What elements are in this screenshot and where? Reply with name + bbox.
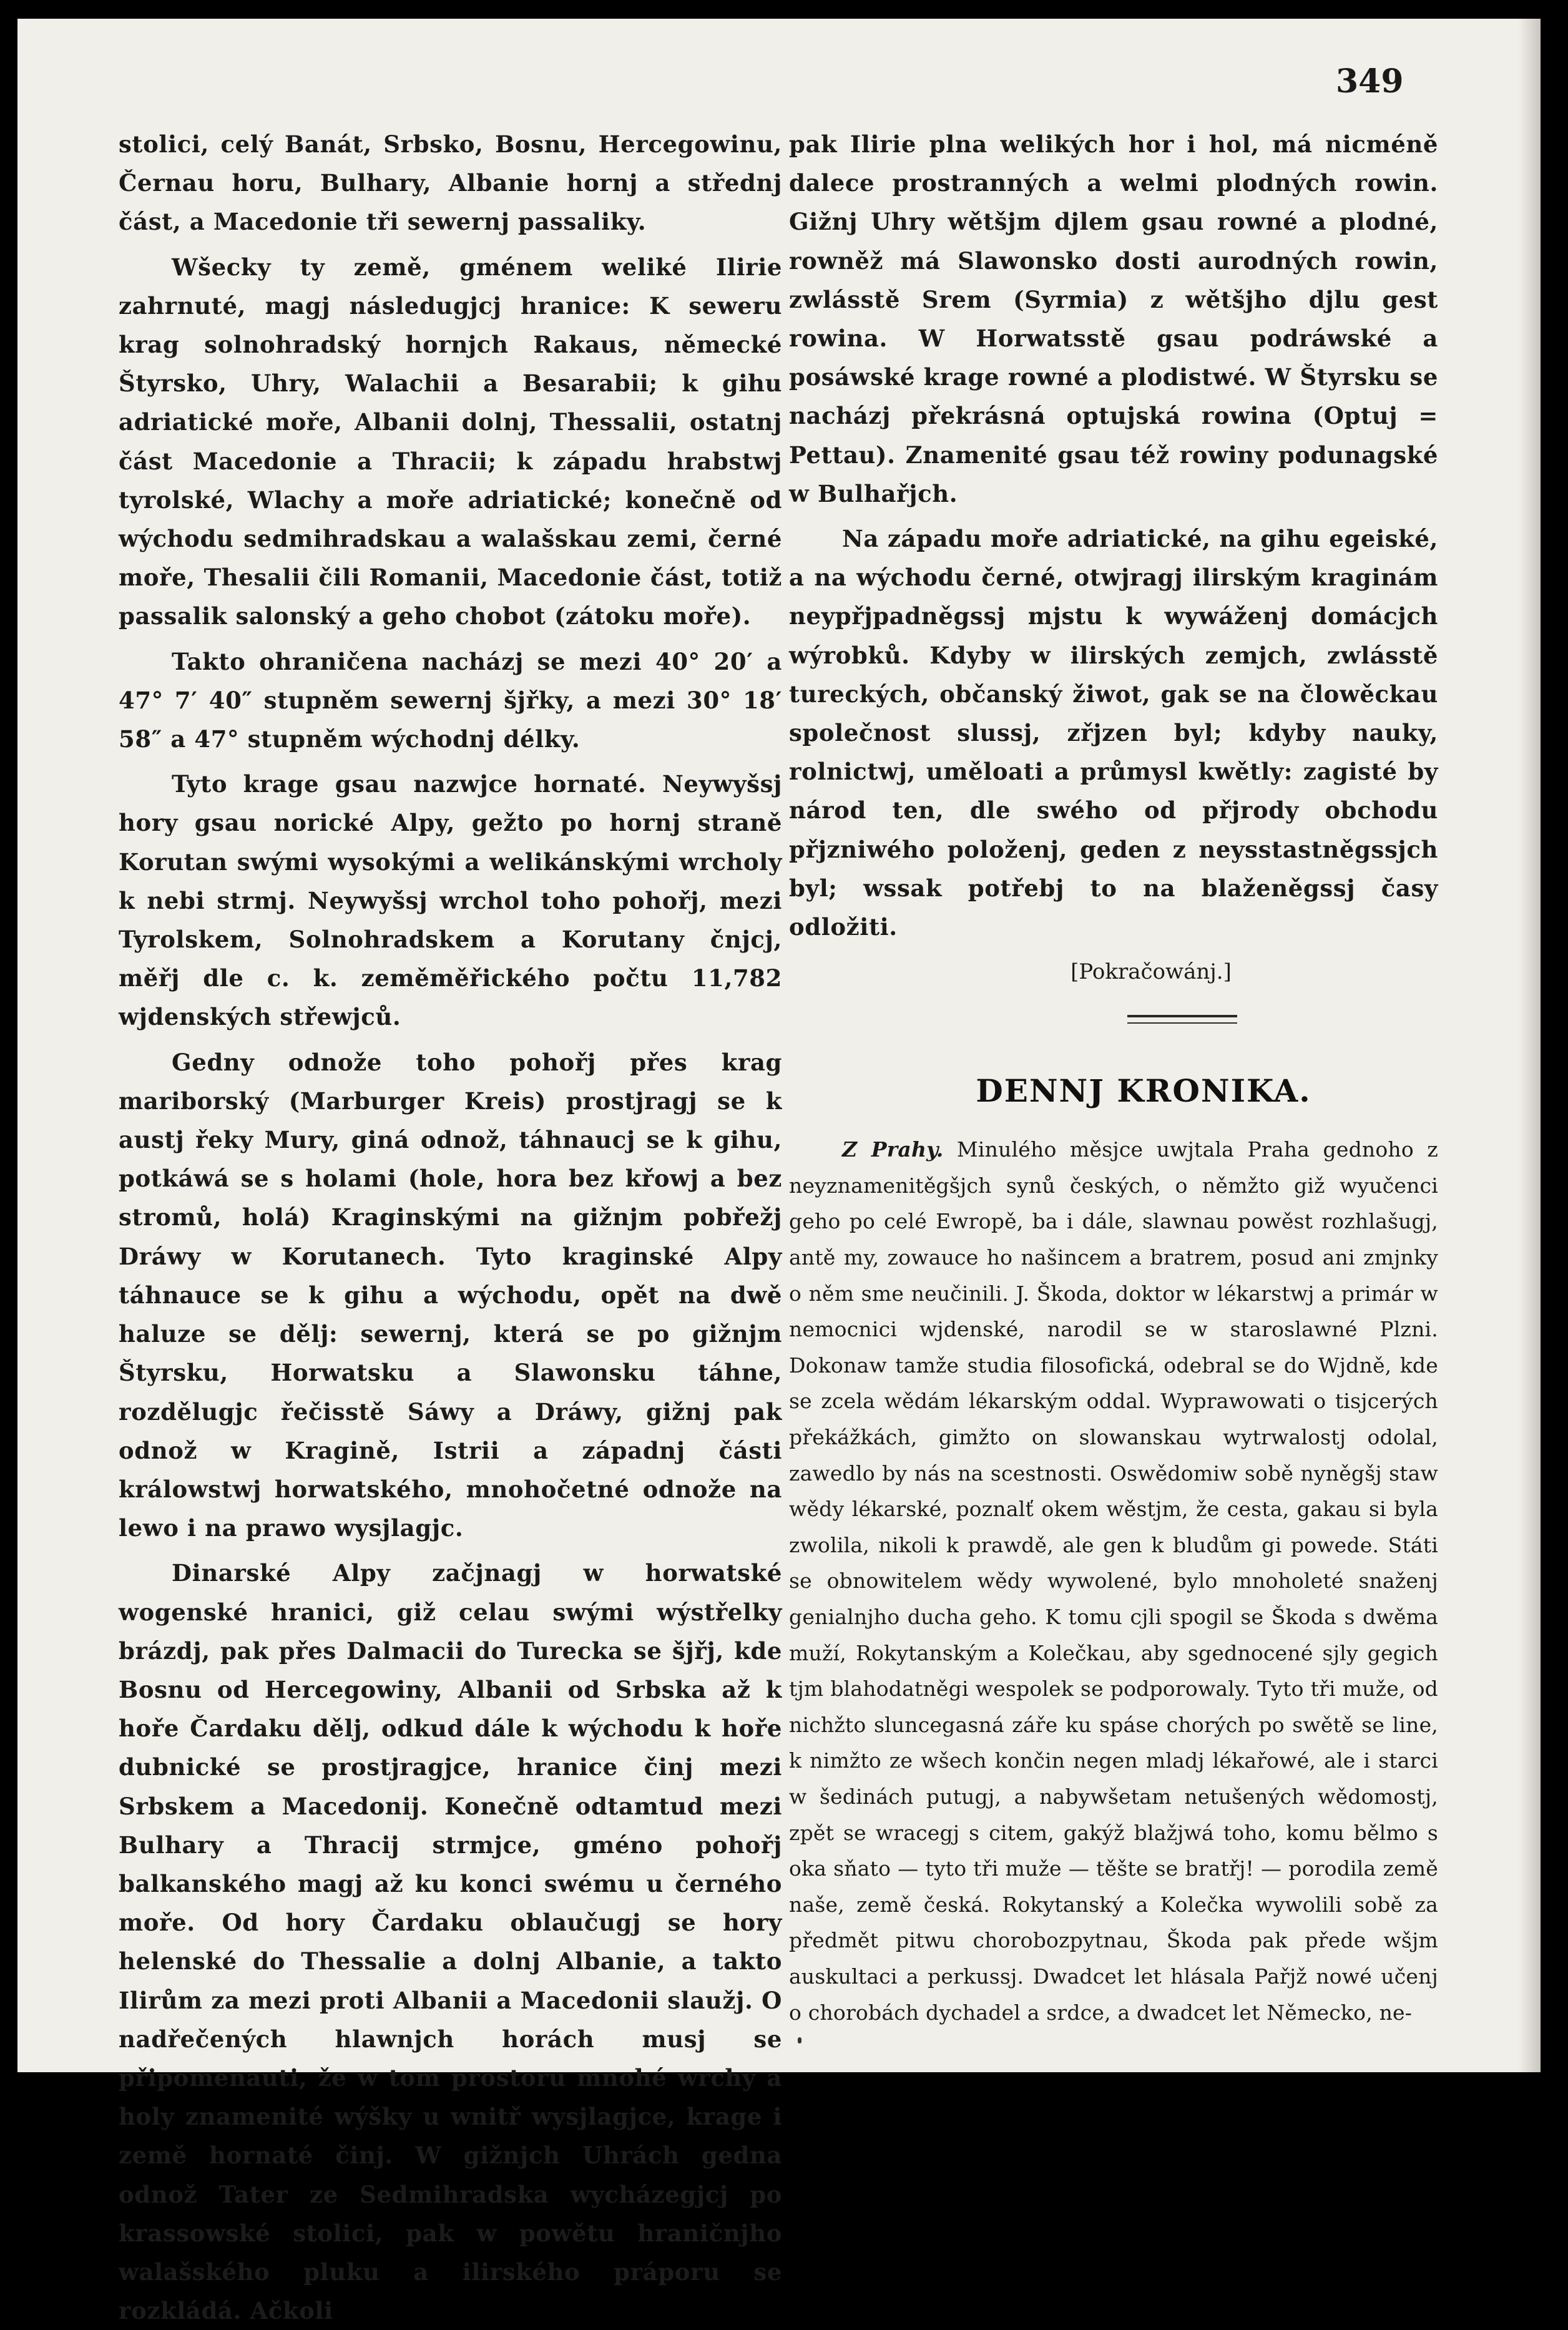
left-paragraph-6: Dinarské Alpy začjnagj w horwatské wogenské hranici, giž celau swými wýstřelky brázdj, pak přes Dalmacii do Turecka se šjřj, kde Bosnu od Hercegowiny, Albanii od Srbska až k hoře Čardaku dělj, odkud dále k wýchodu k hoře dubnické se prostjragjce, hranice činj mezi Srbskem a Macedonij. Konečně odtamtud mezi Bulhary a Thracij strmjce, gméno pohořj balkanského magj až ku konci swému u černého moře. Od hory Čardaku oblaučugj se hory helenské do Thessalie a dolnj Albanie, a takto Ilirům za mezi proti Albanii a Macedonii slaužj. O nadřečených hlawnjch horách musj se připomenauti, že w tom prostoru mnohé wrchy a holy znamenité wýšky u wnitř wysjlagjce, krage i země hornaté činj. W gižnjch Uhrách gedna odnož Tater ze Sedmihradska wycházegjcj po krassowské stolici, pak w powětu hraničnjho walašského pluku a ilirského práporu se rozkládá. Ačkoli bbox=[119, 1559, 782, 2325]
section-divider-thin bbox=[1127, 1022, 1237, 1024]
section-divider bbox=[1127, 1015, 1237, 1017]
chronicle-article bbox=[789, 1132, 1438, 2030]
left-paragraph-1: stolici, celý Banát, Srbsko, Bosnu, Hercegowinu, Černau horu, Bulhary, Albanie hornj a střednj část, a Macedonie tři sewernj passaliky. bbox=[119, 130, 782, 236]
article-continuation bbox=[789, 125, 1438, 946]
left-column bbox=[119, 125, 782, 2330]
right-paragraph-1: pak Ilirie plna welikých hor i hol, má nicméně dalece prostranných a welmi plodných rowin. Gižnj Uhry wětšjm djlem gsau rowné a plodné, rowněž má Slawonsko dosti aurodných rowin, zwlásstě Srem (Syrmia) z wětšjho djlu gest rowina. W Horwatsstě gsau podráwské a posáwské krage rowné a plodistwé. W Štyrsku se nacházj překrásná optujská rowina (Optuj = Pettau). Znamenité gsau též rowiny podunagské w Bulhařjch. bbox=[789, 130, 1438, 507]
chronicle-text: Minulého měsjce uwjtala Praha gednoho z neyznamenitěgšjch synů českých, o němžto giž wyučenci geho po celé Ewropě, ba i dále, slawnau powěst rozhlašugj, antě my, zowauce ho našincem a bratrem, posud ani zmjnky o něm sme neučinili. J. Škoda, doktor w lékarstwj a primár w nemocnici wjdenské, narodil se w staroslawné Plzni. Dokonaw tamže studia filosofická, odebral se do Wjdně, kde se zcela wědám lékarským oddal. Wyprawowati o tisjcerých překážkách, gimžto on slowanskau wytrwalostj odolal, zawedlo by nás na scestnosti. Oswědomiw sobě nyněgšj staw wědy lékarské, poznalť okem wěstjm, že cesta, gakau si byla zwolila, nikoli k prawdě, ale gen k bludům gi powede. Státi se obnowitelem wědy wywolené, bylo mnoholeté snaženj genialnjho ducha geho. K tomu cjli spogil se Škoda s dwěma muží, Rokytanským a Kolečkau, aby sgednocené sjly gegich tjm blahodatněgi wespolek se podporowaly. Tyto tři muže, od nichžto sluncegasná záře ku spáse chorých po swětě se line, k nimžto ze wšech končin negen mladj lékařowé, ale i starci w šedinách putugj, a nabywšetam netušených wědomostj, zpět se wracegj s citem, gakýž blažjwá toho, komu bělmo s oka sňato — tyto tři muže — těšte se bratřj! — porodila země naše, země česká. Rokytanský a Kolečka wywolili sobě za předmět pitwu chorobozpytnau, Škoda pak přede wšjm auskultaci a perkussj. Dwadcet let hlásala Pařjž nowé učenj o chorobách dychadel a srdce, a dwadcet let Německo, ne- bbox=[789, 1137, 1438, 2025]
newspaper-page bbox=[17, 19, 1541, 2325]
chronicle-dateline: Z Prahy. bbox=[842, 1137, 944, 1162]
left-paragraph-2: Wšecky ty země, gménem weliké Ilirie zahrnuté, magj následugjcj hranice: K sewеru krag solnohradský hornjch Rakaus, německé Štyrsko, Uhry, Walachii a Besarabii; k gihu adriatické moře, Albanii dolnj, Thessalii, ostatnj část Macedonie a Thracii; k západu hrabstwj tyrolské, Wlachy a moře adriatické; konečně od wýchodu sedmihradskau a walašskau zemi, černé moře, Thesalii čili Romanii, Macedonie část, totiž passalik salonský a geho chobot (zátoku moře). bbox=[119, 253, 782, 630]
left-paragraph-5: Gedny odnože toho pohořj přes krag mariborský (Marburger Kreis) prostjragj se k austj řeky Mury, giná odnož, táhnaucj se k gihu, potkáwá se s holami (hole, hora bez křowj a bez stromů, holá) Kraginskými na gižnjm pobřežj Dráwy w Korutanech. Tyto kraginské Alpy táhnauce se k gihu a wýchodu, opět na dwě haluze se dělj: sewernj, která se po gižnjm Štyrsku, Horwatsku a Slawonsku táhne, rozdělugjc řečisstě Sáwy a Dráwy, gižnj pak odnož w Kragině, Istrii a západnj části králowstwj horwatského, mnohočetné odnože na lewo i na prawo wysjlagjc. bbox=[119, 1048, 782, 1542]
print-speck bbox=[798, 2037, 801, 2044]
chronicle-paragraph bbox=[789, 1132, 1438, 2030]
right-paragraph-2: Na západu moře adriatické, na gihu egeiské, a na wýchodu černé, otwjragj ilirským kraginám neypřjpadněgssj mjstu k wywáženj domácjch wýrobků. Kdyby w ilirských zemjch, zwlásstě tureckých, občanský žiwot, gak se na člowěckau společnost slussj, zřjzen byl; kdyby nauky, rolnictwj, uměloati a průmysl kwětly: zagisté by národ ten, dle swého od přjrody obchodu přjzniwého položenj, geden z neysstastněgssjch byl; wssak potřebj to na blaženěgssj časy odložiti. bbox=[789, 525, 1438, 941]
section-title: DENNJ KRONIKA. bbox=[976, 1072, 1311, 1110]
left-paragraph-4: Tyto krage gsau nazwjce hornaté. Neywyšsj hory gsau norické Alpy, gežto po hornj straně Korutan swými wysokými a welikánskými wrcholy k nebi strmj. Neywyšsj wrchol toho pohořj, mezi Tyrolskem, Solnohradskem a Korutany čnjcj, měřj dle c. k. zeměměřického počtu 11,782 wjdenských střewjců. bbox=[119, 770, 782, 1031]
page-number: 349 bbox=[1336, 62, 1404, 100]
continued-label: [Pokračowánj.] bbox=[1071, 959, 1232, 985]
page-edge-shadow bbox=[1518, 19, 1541, 2072]
left-paragraph-3: Takto ohraničena nacházj se mezi 40° 20′ a 47° 7′ 40″ stupněm sewernj šjřky, a mezi 30° 18′ 58″ a 47° stupněm wýchodnj délky. bbox=[119, 647, 782, 753]
right-column bbox=[789, 125, 1438, 2030]
